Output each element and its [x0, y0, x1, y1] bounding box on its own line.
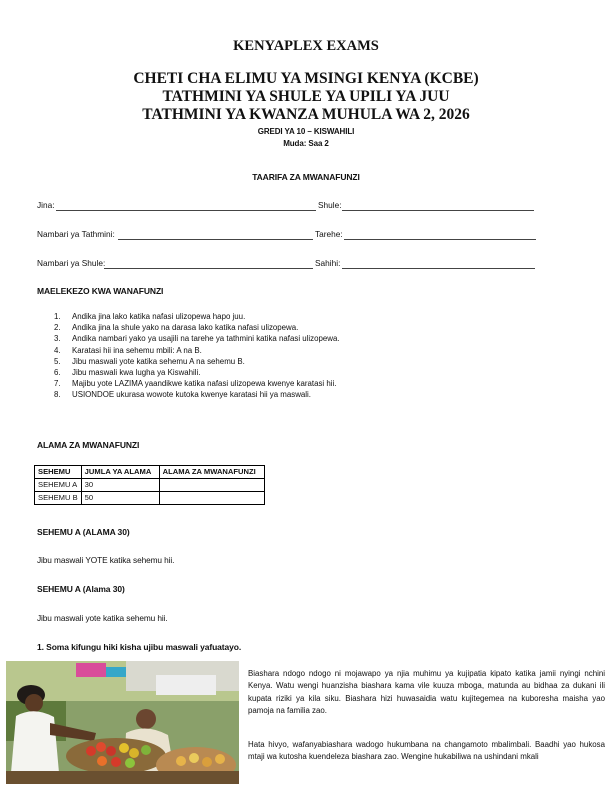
- list-item: 1. Andika jina lako katika nafasi ulizopewa hapo juu.: [54, 312, 246, 321]
- table-row: [35, 479, 265, 492]
- total-cell: 50: [81, 492, 159, 505]
- title-line-3: TATHMINI YA KWANZA MUHULA WA 2, 2026: [142, 106, 470, 123]
- school-no-label: Nambari ya Shule:: [37, 258, 106, 268]
- name-label: Jina:: [37, 200, 55, 210]
- date-label: Tarehe:: [315, 229, 343, 239]
- list-item: 2. Andika jina la shule yako na darasa lako katika nafasi ulizopewa.: [54, 323, 299, 333]
- list-item: 6. Jibu maswali kwa lugha ya Kiswahili.: [54, 367, 201, 377]
- section-cell: SEHEMU A: [35, 479, 82, 492]
- score-cell[interactable]: [159, 479, 264, 492]
- assessment-no-label: Nambari ya Tathmini:: [37, 229, 115, 239]
- school-label: Shule:: [318, 200, 342, 210]
- exam-body: KENYAPLEX EXAMS: [233, 38, 379, 54]
- list-item: 4. Karatasi hii ina sehemu mbili: A na B.: [54, 345, 202, 355]
- column-header: SEHEMU: [35, 466, 82, 479]
- signature-label: Sahihi:: [315, 258, 341, 268]
- passage-paragraph-1: Biashara ndogo ndogo ni mojawapo ya njia muhimu ya kujipatia kipato katika jamii nyingi nchini Kenya. Watu wengi huanzisha biashara kama vile kuuza mboga, matunda au bidhaa za dukani ili kupata riziki ya kila siku. Biashara hizi huwasaidia watu kujitegemea na kuboresha maisha yao pamoja na familia zao.: [248, 669, 605, 716]
- title-line-1: CHETI CHA ELIMU YA MSINGI KENYA (KCBE): [133, 70, 479, 87]
- name-field[interactable]: [56, 210, 316, 211]
- assessment-no-field[interactable]: [118, 239, 313, 240]
- date-field[interactable]: [344, 239, 536, 240]
- instructions-list: [54, 311, 554, 401]
- duration: Muda: Saa 2: [283, 139, 329, 148]
- title-line-2: TATHMINI YA SHULE YA UPILI YA JUU: [162, 88, 450, 105]
- student-info-heading: TAARIFA ZA MWANAFUNZI: [252, 172, 360, 182]
- table-header-row: [35, 466, 265, 479]
- passage-paragraph-2: Hata hivyo, wafanyabiashara wadogo hukumbana na changamoto mbalimbali. Baadhi yao hukosa mtaji wa kutosha kuendeleza biashara zao. Wengine hukabiliwa na ushindani mkali: [248, 740, 605, 762]
- marks-table: [34, 465, 265, 505]
- score-cell[interactable]: [159, 492, 264, 505]
- section-a-instruction-2: Jibu maswali yote katika sehemu hii.: [37, 613, 168, 623]
- signature-field[interactable]: [342, 268, 535, 269]
- instructions-heading: MAELEKEZO KWA WANAFUNZI: [37, 286, 164, 296]
- table-row: [35, 492, 265, 505]
- list-item: 7. Majibu yote LAZIMA yaandikwe katika nafasi ulizopewa kwenye karatasi hii.: [54, 379, 337, 389]
- section-a-heading-1: SEHEMU A (ALAMA 30): [37, 527, 130, 537]
- market-vendor-photo: [6, 661, 239, 784]
- column-header: JUMLA YA ALAMA: [81, 466, 159, 479]
- section-a-instruction-1: Jibu maswali YOTE katika sehemu hii.: [37, 555, 175, 565]
- list-item: 5. Jibu maswali yote katika sehemu A na sehemu B.: [54, 356, 245, 366]
- list-item: 3. Andika nambari yako ya usajili na tarehe ya tathmini katika nafasi ulizopewa.: [54, 334, 340, 344]
- column-header: ALAMA ZA MWANAFUNZI: [159, 466, 264, 479]
- section-a-heading-2: SEHEMU A (Alama 30): [37, 584, 125, 594]
- school-field[interactable]: [342, 210, 534, 211]
- grade-subject: GREDI YA 10 – KISWAHILI: [257, 127, 355, 136]
- section-cell: SEHEMU B: [35, 492, 82, 505]
- school-no-field[interactable]: [104, 268, 313, 269]
- marks-heading: ALAMA ZA MWANAFUNZI: [37, 440, 140, 450]
- list-item: 8. USIONDOE ukurasa wowote kutoka kwenye karatasi hii ya maswali.: [54, 390, 312, 400]
- total-cell: 30: [81, 479, 159, 492]
- question-1-prompt: 1. Soma kifungu hiki kisha ujibu maswali yafuatayo.: [37, 642, 242, 652]
